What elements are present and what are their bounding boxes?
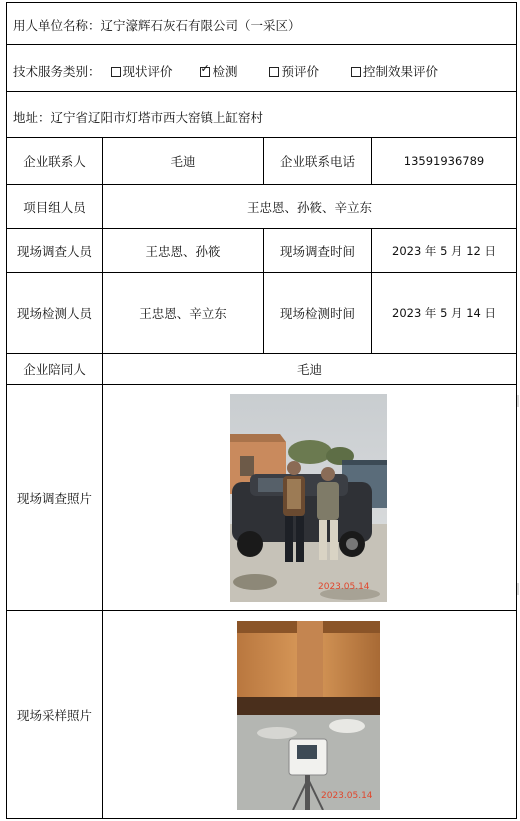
option-control-effect-assessment[interactable]	[345, 64, 438, 79]
escort-value: 毛迪	[102, 354, 516, 384]
contact-row	[7, 138, 516, 185]
survey-time-value: 2023 年 5 月 12 日	[371, 229, 516, 272]
escort-label: 企业陪同人	[23, 362, 86, 377]
test-staff-label: 现场检测人员	[16, 306, 92, 321]
option-label: 预评价	[281, 64, 319, 79]
survey-photo-row	[7, 385, 516, 611]
page-edge-mark	[517, 395, 519, 407]
survey-record-form	[6, 2, 517, 819]
survey-row	[7, 229, 516, 273]
service-type-label: 技术服务类别：	[13, 64, 101, 79]
test-time-value: 2023 年 5 月 14 日	[371, 273, 516, 353]
checkbox-checked-icon[interactable]	[200, 67, 210, 77]
survey-photo-timestamp: 2023.05.14	[318, 582, 370, 592]
test-staff-value: 王忠恩、辛立东	[102, 273, 263, 353]
survey-photo-label: 现场调查照片	[16, 490, 92, 506]
survey-photo-image	[230, 394, 387, 602]
sample-photo	[237, 621, 380, 810]
option-label: 现状评价	[122, 64, 173, 79]
option-testing[interactable]	[194, 64, 237, 79]
team-value: 王忠恩、孙筱、辛立东	[102, 185, 516, 228]
sample-photo-timestamp: 2023.05.14	[321, 791, 373, 801]
sample-photo-label: 现场采样照片	[16, 707, 92, 723]
address-label: 地址：	[13, 110, 51, 125]
contact-label: 企业联系人	[23, 154, 86, 169]
survey-staff-value: 王忠恩、孙筱	[102, 229, 263, 272]
test-time-label: 现场检测时间	[263, 273, 371, 353]
unit-name-label: 用人单位名称：	[13, 18, 101, 33]
page-edge-mark	[517, 583, 519, 595]
phone-value: 13591936789	[371, 138, 516, 184]
option-label: 控制效果评价	[362, 64, 438, 79]
option-status-assessment[interactable]	[105, 64, 173, 79]
sample-photo-row	[7, 611, 516, 818]
option-pre-assessment[interactable]	[263, 64, 319, 79]
escort-row	[7, 354, 516, 385]
contact-value: 毛迪	[102, 138, 263, 184]
checkbox-unchecked-icon[interactable]	[351, 67, 361, 77]
survey-photo	[230, 394, 387, 602]
team-row	[7, 185, 516, 229]
unit-name-row	[7, 3, 516, 45]
address-value: 辽宁省辽阳市灯塔市西大窑镇上缸窑村	[50, 110, 264, 125]
test-row	[7, 273, 516, 354]
checkbox-unchecked-icon[interactable]	[269, 67, 279, 77]
unit-name-value: 辽宁濠辉石灰石有限公司（一采区）	[100, 18, 301, 33]
address-row	[7, 92, 516, 138]
team-label: 项目组人员	[23, 199, 86, 215]
survey-time-label: 现场调查时间	[263, 229, 371, 272]
service-type-row	[7, 45, 516, 92]
survey-staff-label: 现场调查人员	[16, 243, 92, 259]
phone-label: 企业联系电话	[263, 138, 371, 184]
sample-photo-image	[237, 621, 380, 810]
option-label: 检测	[212, 64, 238, 79]
checkbox-unchecked-icon[interactable]	[111, 67, 121, 77]
